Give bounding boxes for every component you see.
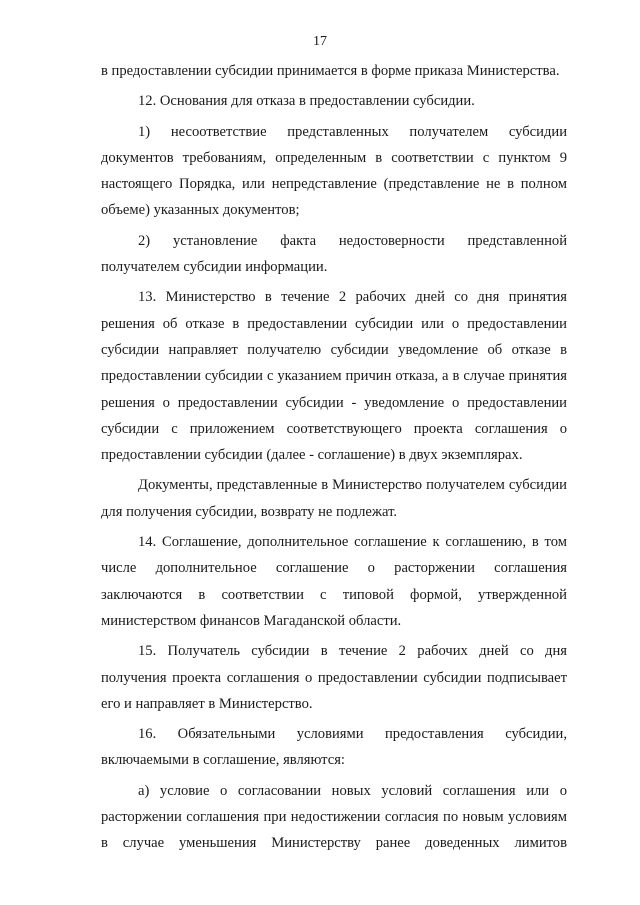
paragraph: 12. Основания для отказа в предоставлении субсидии.	[138, 93, 475, 110]
paragraph: Документы, представленные в Министерство получателем субсидии для получения субсидии, возврату не подлежат.	[101, 477, 567, 520]
paragraph: а) условие о согласовании новых условий соглашения или о расторжении соглашения при недостижении согласия по новым условиям в случае уменьшения Министерству ранее доведенных лимитов	[101, 782, 567, 852]
paragraph: 15. Получатель субсидии в течение 2 рабочих дней со дня получения проекта соглашения о предоставлении субсидии подписывает его и направляет в Министерство.	[101, 643, 567, 712]
document-body	[101, 58, 567, 861]
paragraph: 13. Министерство в течение 2 рабочих дней со дня принятия решения об отказе в предоставлении субсидии или о предоставлении субсидии направляет получателю субсидии уведомление об отказе в предоставлении субсидии с указанием причин отказа, а в случае принятия решения о предоставлении субсидии - уведомление о предоставлении субсидии с приложением соответствующего проекта соглашения о предоставлении субсидии (далее - соглашение) в двух экземплярах.	[101, 289, 567, 464]
page-number: 17	[313, 34, 327, 49]
paragraph: 1) несоответствие представленных получателем субсидии документов требованиям, определенным в соответствии с пунктом 9 настоящего Порядка, или непредставление (представление не в полном объеме) указанных документов;	[101, 123, 567, 219]
paragraph: 16. Обязательными условиями предоставления субсидии, включаемыми в соглашение, являются:	[101, 726, 567, 769]
paragraph: 2) установление факта недостоверности представленной получателем субсидии информации.	[101, 232, 567, 276]
paragraph: 14. Соглашение, дополнительное соглашение к соглашению, в том числе дополнительное соглашение о расторжении соглашения заключаются в соответствии с типовой формой, утвержденной министерством финансов Магаданской области.	[101, 534, 567, 629]
paragraph: в предоставлении субсидии принимается в форме приказа Министерства.	[101, 63, 560, 79]
